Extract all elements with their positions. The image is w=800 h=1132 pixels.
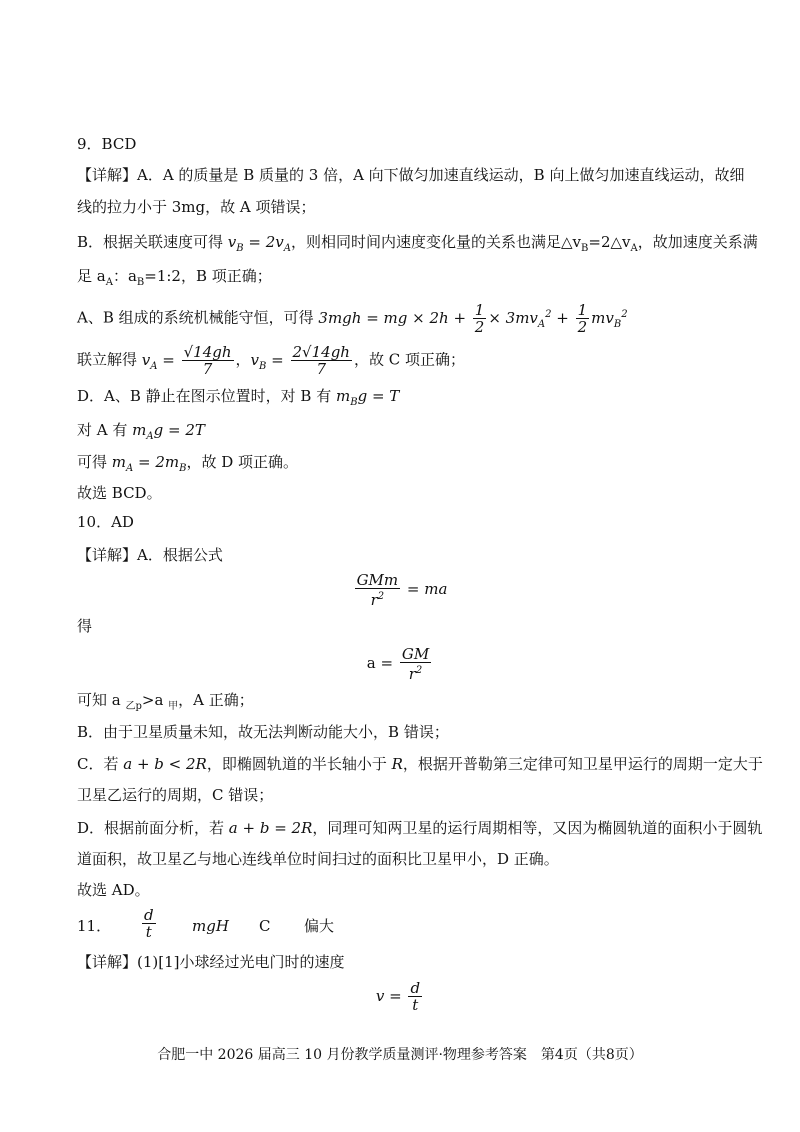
q9-para-1a: 【详解】A．A 的质量是 B 质量的 3 倍，A 向下做匀加速直线运动，B 向上做匀加速直线运动，故细 — [77, 166, 745, 184]
q9-vA-result: $v_A$ = $\frac{√14gh}{7}$ — [141, 343, 232, 378]
q10-answer-line: 10．AD — [77, 513, 134, 531]
q9-velocity-relation: $v_B = 2v_A$ — [227, 233, 291, 254]
q9-para-2b: 足 $a_A$：$a_B=1:2$，B 项正确； — [77, 267, 272, 288]
q9-para-7: 可得 $m_A = 2m_B$，故 D 项正确。 — [77, 453, 299, 474]
q9-vB-result: $v_B$ = $\frac{2√14gh}{7}$ — [250, 343, 350, 378]
q10-para-6a: D．根据前面分析，若 a + b = 2R，同理可知两卫星的运行周期相等，又因为椭圆轨道的面积小于圆轨 — [77, 819, 763, 837]
q11-equation-1: v = $\frac{d}{t}$ — [375, 979, 421, 1014]
q11-answer-2: mgH — [192, 917, 229, 935]
q11-number: 11． — [77, 917, 112, 935]
q9-para-6: 对 A 有 $m_Ag = 2T$ — [77, 421, 205, 442]
q9-answer-line: 9．BCD — [77, 135, 137, 153]
q9-para-2a-post: ，则相同时间内速度变化量的关系也满足$\triangle v_B=2\triangle v_A$，故加速度关系满 — [291, 233, 758, 254]
q10-para-5a: C．若 a + b < 2R，即椭圆轨道的半长轴小于 R，根据开普勒第三定律可知卫星甲运行的周期一定大于 — [77, 755, 763, 773]
q11-answer-3: C — [259, 917, 271, 935]
q9-para-8: 故选 BCD。 — [77, 484, 162, 502]
q9-para-4: 联立解得 $v_A$ = $\frac{√14gh}{7}$ ，$v_B$ = $\frac{2√14gh}{7}$ ，故 C 项正确； — [77, 343, 465, 378]
q11-answer-4: 偏大 — [304, 917, 335, 935]
q10-para-4: B．由于卫星质量未知，故无法判断动能大小，B 错误； — [77, 723, 449, 741]
q9-para-2a — [77, 232, 758, 259]
q10-equation-1: $\frac{\text{GMm}}{r^2}$ = ma — [356, 571, 448, 609]
q10-para-3: 可知 a $_{乙p}$>a $_甲$，A 正确； — [77, 691, 254, 712]
page-footer: 合肥一中 2026 届高三 10 月份教学质量测评·物理参考答案 第4页（共8页） — [157, 1047, 643, 1063]
q10-para-6b: 道面积，故卫星乙与地心连线单位时间扫过的面积比卫星甲小，D 正确。 — [77, 850, 559, 868]
q10-para-5b: 卫星乙运行的周期，C 错误； — [77, 786, 274, 804]
q9-para-4-post: ，故 C 项正确； — [353, 350, 465, 369]
q10-equation-2: a = $\frac{GM}{r^2}$ — [366, 645, 430, 683]
q9-para-5: D．A、B 静止在图示位置时，对 B 有 $m_Bg = T$ — [77, 387, 400, 408]
q9-para-2a-pre: B．根据关联速度可得 — [77, 233, 228, 251]
q10-para-2: 得 — [77, 617, 93, 635]
q9-para-3-pre: A、B 组成的系统机械能守恒，可得 — [77, 308, 319, 327]
q9-para-3 — [77, 302, 628, 335]
q11-para-1: 【详解】(1)[1]小球经过光电门时的速度 — [77, 953, 345, 971]
q10-para-7: 故选 AD。 — [77, 881, 150, 899]
q9-energy-equation: 3mgh = mg × 2h + $\frac{1}{2}$ × $3mv_A^2$ + $\frac{1}{2}$ $mv_B^2$ — [318, 301, 628, 336]
q11-answer-1: $\frac{d}{t}$ — [144, 906, 154, 941]
q9-para-1b: 线的拉力小于 3mg，故 A 项错误； — [77, 198, 316, 216]
q9-para-4-pre: 联立解得 — [77, 350, 142, 369]
q10-para-1: 【详解】A．根据公式 — [77, 546, 223, 564]
